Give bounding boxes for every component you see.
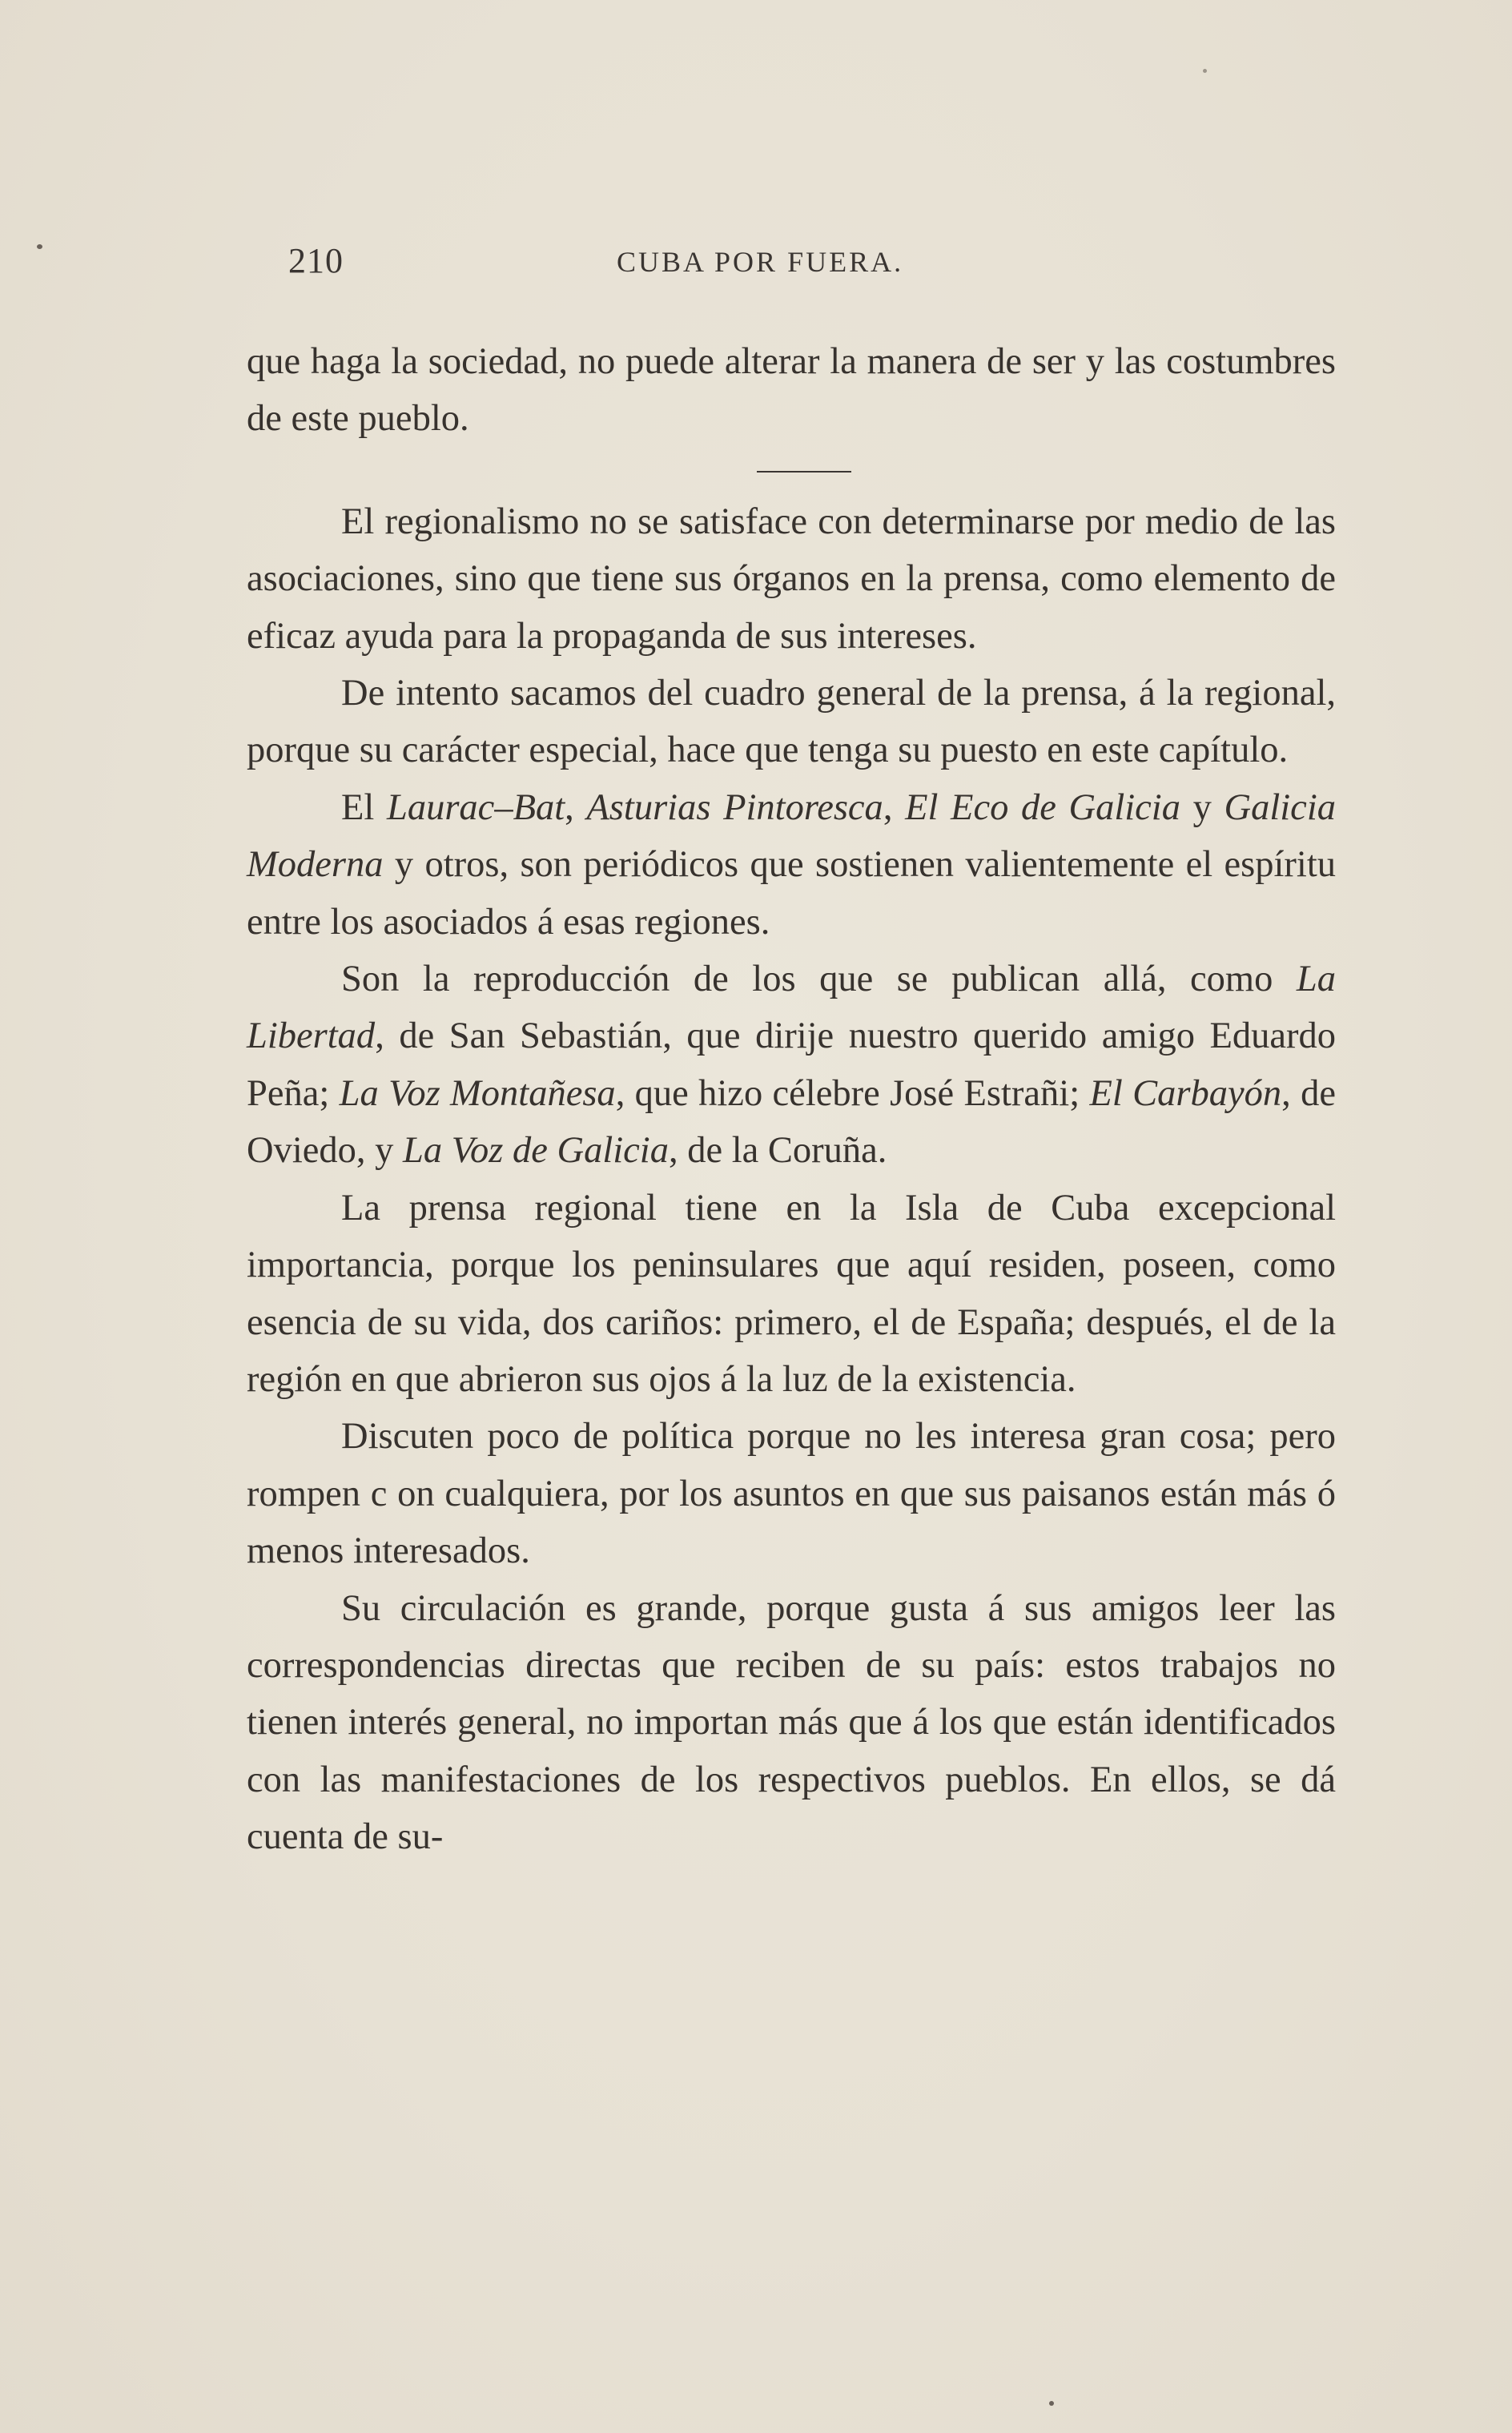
- text-run: ,: [883, 786, 906, 828]
- periodical-title: La Voz de Galicia: [403, 1130, 669, 1172]
- text-run: El: [341, 786, 387, 828]
- section-separator-rule: [757, 471, 851, 473]
- periodical-title: Asturias Pintoresca: [586, 786, 883, 828]
- paragraph-importancia: La prensa regional tiene en la Isla de Cuba excepcional importancia, porque los peninsulares que aquí residen, poseen, como esencia de su vida, dos cariños: primero, el de España; después, el de la región en que abrieron sus ojos á la luz de la existencia.: [247, 1187, 1336, 1400]
- ink-speck: [1049, 2401, 1054, 2406]
- ink-speck: [37, 244, 42, 249]
- running-title: CUBA POR FUERA.: [617, 246, 904, 278]
- periodical-title: Galicia Moderna: [247, 786, 1336, 886]
- periodical-title: La Libertad: [247, 959, 1336, 1057]
- opening-paragraph: que haga la sociedad, no puede alterar la manera de ser y las costumbres de este pueblo.: [247, 341, 1336, 440]
- page-body: [247, 333, 1336, 1866]
- periodical-title: Laurac–Bat: [386, 786, 565, 828]
- text-run: , de San Sebastián, que dirije nuestro querido amigo Eduardo Peña;: [247, 1015, 1336, 1114]
- text-run: ,: [565, 786, 587, 828]
- text-run: Son la reproducción de los que se publican allá, como: [341, 959, 1297, 1000]
- periodical-title: El Carbayón: [1089, 1072, 1282, 1114]
- paragraph-politica: Discuten poco de política porque no les interesa gran cosa; pero rompen c on cualquiera, por los asuntos en que sus paisanos están más ó menos interesados.: [247, 1416, 1336, 1572]
- text-run: , que hizo célebre José Estrañi;: [615, 1072, 1090, 1114]
- page-header: [288, 240, 1009, 288]
- periodical-title: El Eco de Galicia: [905, 786, 1180, 828]
- paragraph-periodicos: [247, 779, 1336, 951]
- periodical-title: La Voz Montañesa: [339, 1072, 616, 1114]
- text-run: y otros, son periódicos que sostienen valientemente el espíritu entre los asociados á esas regiones.: [247, 844, 1336, 943]
- text-run: y: [1180, 786, 1224, 828]
- paragraph-reproduccion: [247, 951, 1336, 1180]
- text-run: , de Oviedo, y: [247, 1072, 1336, 1172]
- paragraph-prensa-regional: De intento sacamos del cuadro general de la prensa, á la regional, porque su carácter especial, hace que tenga su puesto en este capítulo.: [247, 673, 1336, 771]
- paragraph-regionalismo: El regionalismo no se satisface con determinarse por medio de las asociaciones, sino que tiene sus órganos en la prensa, como elemento de eficaz ayuda para la propaganda de sus intereses.: [247, 501, 1336, 657]
- text-run: , de la Coruña.: [668, 1130, 887, 1172]
- page-number: 210: [288, 241, 344, 280]
- paragraph-circulacion: Su circulación es grande, porque gusta á sus amigos leer las correspondencias directas que reciben de su país: estos trabajos no tienen interés general, no importan más que á los que están identificados con las manifestaciones de los respectivos pueblos. En ellos, se dá cuenta de su-: [247, 1587, 1336, 1858]
- ink-speck: [1203, 69, 1207, 73]
